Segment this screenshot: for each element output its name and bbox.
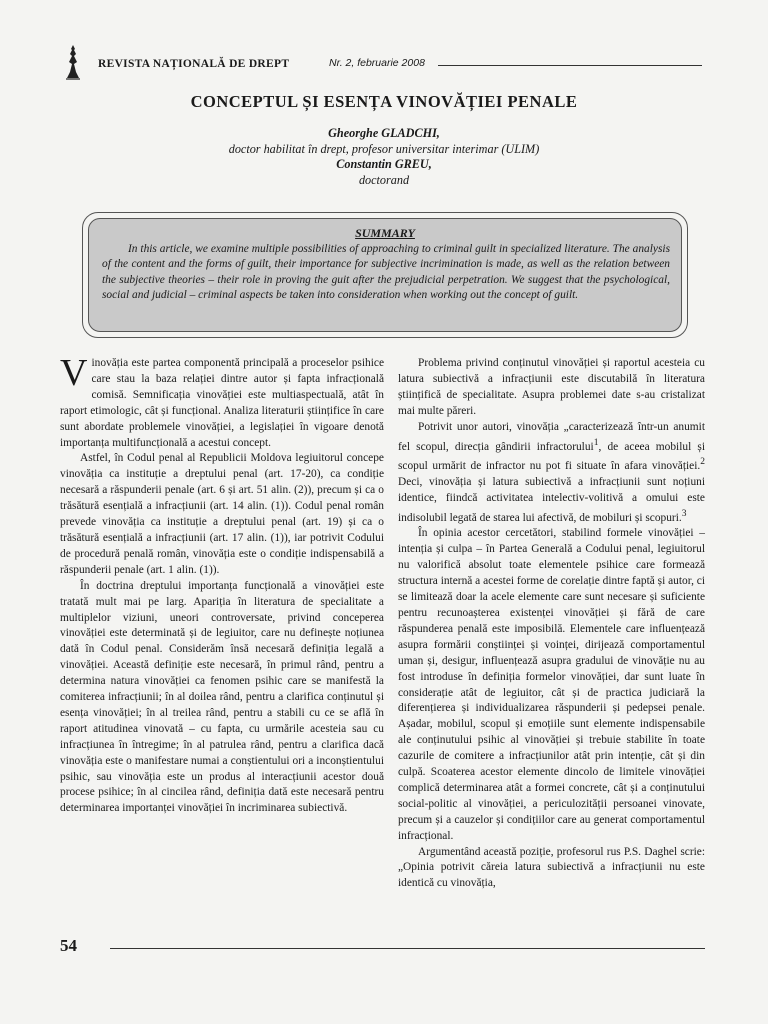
paragraph-text: , de aceea mobilul și scopul urmărit de infractor nu pot fi situate în afara vinovăției. xyxy=(398,440,705,473)
summary-heading: SUMMARY xyxy=(355,226,415,240)
page-number: 54 xyxy=(60,936,77,955)
author-name-2: Constantin GREU, xyxy=(336,157,432,171)
summary-box xyxy=(82,212,688,338)
paragraph: Astfel, în Codul penal al Republicii Moldova legiuitorul concepe vinovăția ca instituție a dreptului penal (art. 17-20), ca condiție necesară a răspunderii penale (art. 6 și art. 51 alin. (2)), precum și ca o trăsătură esențială a infracțiunii (art. 14 alin. (1)). Codul penal român prevede vinovăția ca instituție a dreptului penal (art. 19) și ca o trăsătură esențială a infracțiunii (art. 17 alin. (1)), iar potrivit Codului de procedură penală român, vinovăția este o condiție indispensabilă a răspunderii penale (art. 1 alin. (1)). xyxy=(60,452,384,576)
paragraph xyxy=(60,352,384,451)
drop-cap: V xyxy=(60,352,88,394)
author-name-1: Gheorghe GLADCHI, xyxy=(328,126,440,140)
summary-panel xyxy=(88,218,682,332)
paragraph: Problema privind conținutul vinovăției și raportul acesteia cu latura subiectivă a infracțiunii este discutabilă în literatura științifică de specialitate. Asupra problemei date s-au cristalizat mai multe păreri. xyxy=(398,357,705,417)
footnote-ref-3[interactable]: 3 xyxy=(681,508,687,519)
running-header xyxy=(62,44,702,74)
author-block xyxy=(60,126,708,188)
footnote-ref-2[interactable]: 2 xyxy=(700,457,705,468)
author-role-2: doctorand xyxy=(358,172,410,187)
footnote-ref-1[interactable]: 1 xyxy=(593,437,599,448)
article-title: CONCEPTUL ȘI ESENȚA VINOVĂȚIEI PENALE xyxy=(190,92,578,111)
paragraph: Argumentând această poziție, profesorul rus P.S. Daghel scrie: „Opinia potrivit căreia latura subiectivă a infracțiunii nu este identică cu vinovăția, xyxy=(398,845,705,890)
footer-rule xyxy=(110,948,705,949)
issue-info: Nr. 2, februarie 2008 xyxy=(329,57,425,69)
journal-name: REVISTA NAȚIONALĂ DE DREPT xyxy=(98,58,290,70)
paragraph-text: Potrivit unor autori, vinovăția „caracterizează într-un anumit fel scopul, direcția gândirii infractorului xyxy=(398,420,705,453)
right-column xyxy=(398,356,705,892)
paragraph: În opinia acestor cercetători, stabilind formele vinovăției – intenția și culpa – în Partea Generală a Codului penal, legiuitorul nu valorifică absolut toate elementele psihice care formează structura internă a acestei forme de corelație dintre faptă și autor, ci se limitează doar la acele elemente care sunt necesare și suficiente pentru recunoașterea existenței vinovăției și fără de care răspunderea penală este imposibilă. Elementele care influențează asupra formării conștiinței și voinței, dirijează comportamentul uman și, desigur, influențează asupra gradului de vinovăție nu au fost introduse în definiția formelor vinovăției, dar sunt luate în considerație atât de legiuitor, cât și de practica judiciară la diferențierea și individualizarea răspunderii și pedepsei penale. Așadar, mobilul, scopul și emoțiile sunt elemente indispensabile ale conținutului psihic al vinovăției și trebuie stabilite în toate cazurile de comitere a infracțiunilor atât prin intenție, cât și din culpă. Scoaterea acestor elemente dincolo de limitele vinovăției complică determinarea atât a formei concrete, cât și a conținutului social-politic al vinovăției, a periculozității persoanei vinovate, precum și a cauzelor și condițiilor care au generat comportamentul infracțional. xyxy=(398,527,705,842)
header-rule xyxy=(438,65,702,66)
paragraph xyxy=(398,420,705,527)
summary-text: In this article, we examine multiple possibilities of approaching to criminal guilt in specialized literature. The analysis of the content and the forms of guilt, their importance for subjective incrimination is made, as well as the relation between the subjective theories – their role in proving the guit after the prejudicial perpetration. We suggest that the psychological, social and judicial – criminal aspects be taken into consideration when working out the concept of guilt. xyxy=(102,243,670,302)
paragraph-text: Deci, vinovăția și latura subiectivă a infracțiunii sunt noțiuni identice, fiindcă activitatea intelectiv-volitivă a omului este indisolubil legată de starea lui afectivă, de mobiluri și scopuri. xyxy=(398,475,705,524)
left-column xyxy=(60,352,384,817)
journal-logo-icon xyxy=(62,44,84,80)
paragraph-text: inovăția este partea componentă principală a proceselor psihice care stau la baza relației dintre autor și fapta infracțională comisă. Semnificația vinovăției este multiaspectuală, atât în raport etimologic, cât și funcțional. Analiza literaturii științifice în care sunt abordate problemele vinovăției, a legislației în vigoare denotă importanța multifuncțională a acestui concept. xyxy=(60,357,384,449)
author-role-1: doctor habilitat în drept, profesor universitar interimar (ULIM) xyxy=(228,141,540,156)
paragraph: În doctrina dreptului importanța funcțională a vinovăției este tratată mult mai pe larg. Apariția în literatura de specialitate a multiplelor viziuni, uneori controversate, privind conceperea vinovăției este determinată și de legiuitor, care nu definește noțiunea dată în Codul penal. Considerăm însă necesară definiția legală a vinovăției. Această definiție este necesară, în primul rând, pentru a determina natura vinovăției ca fenomen psihic care se manifestă la comiterea infracțiunii; în al doilea rând, pentru a clarifica conținutul și esența vinovăției; în al treilea rând, pentru a stabili cu ce se află în raport atitudinea vinovată – cu fapta, cu urmările acesteia sau cu infracțiunea în întregime; în al patrulea rând, pentru a clarifica dacă vinovăția este o manifestare numai a conștientului ori a inconștientului psihic, sau vinovăția este un produs al interacțiunii acestor două procese psihice; în al cincilea rând, definiția dată este necesară pentru determinarea importanței vinovăției în incriminarea subiectivă. xyxy=(60,579,384,815)
